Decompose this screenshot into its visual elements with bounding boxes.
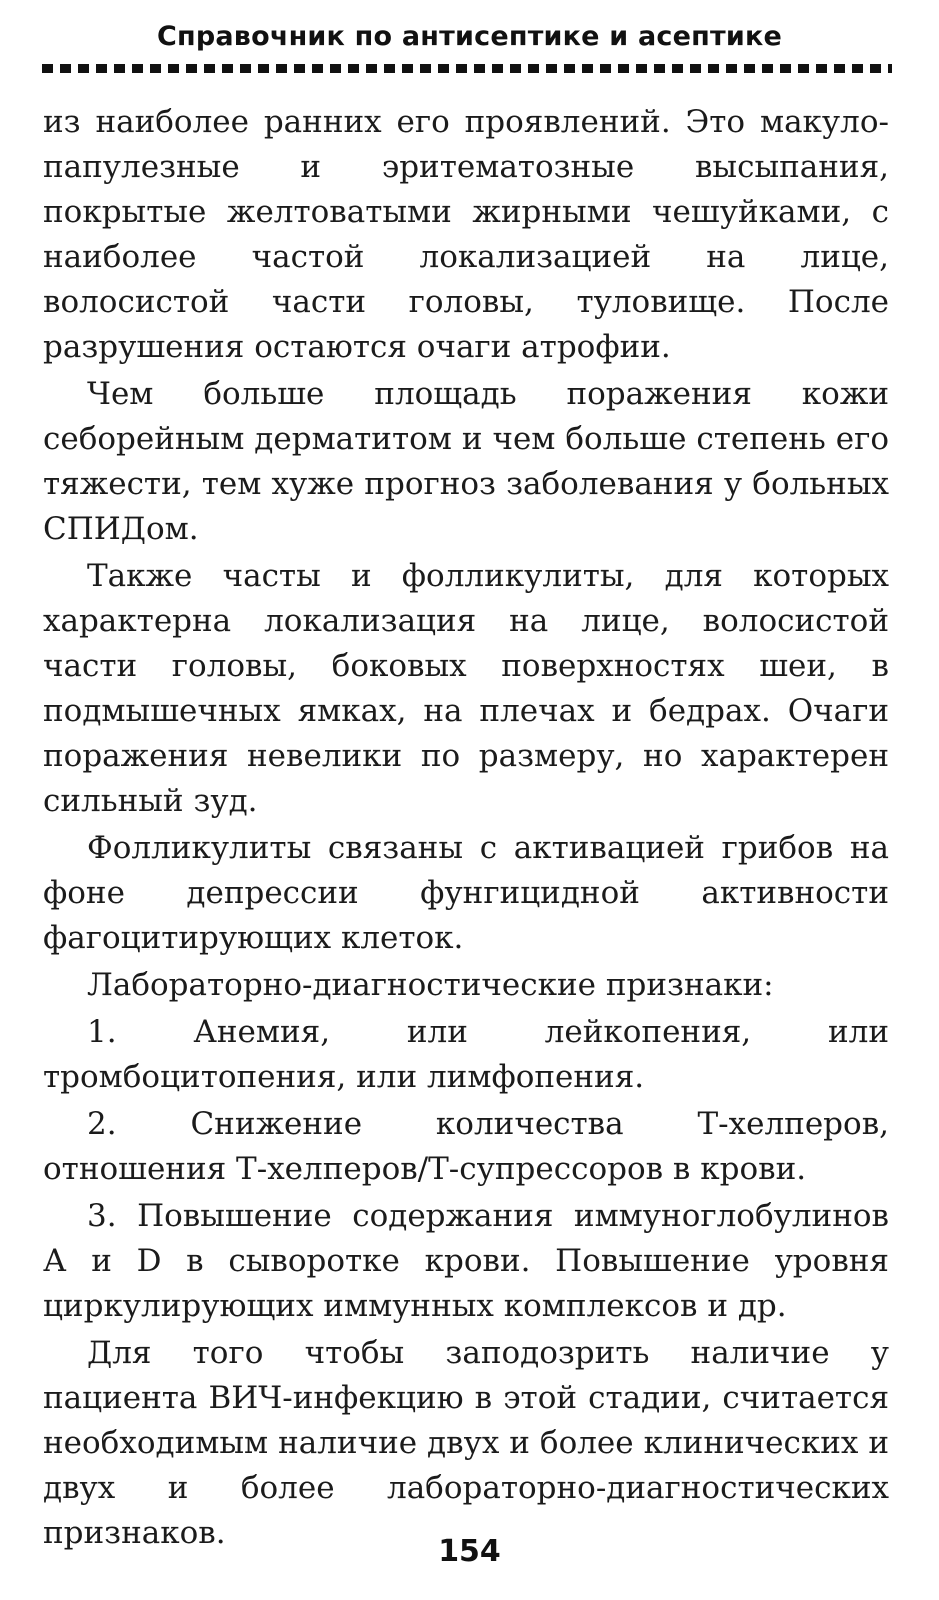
page-number: 154 xyxy=(438,1534,501,1569)
paragraph-conclusion: Для того чтобы заподозрить наличие у пациента ВИЧ-инфекцию в этой стадии, считается необходимым наличие двух и более клинических и двух и более лабораторно-диагностических признаков. xyxy=(43,1335,889,1551)
header-dashed-rule xyxy=(42,64,892,73)
paragraph-continuation: из наиболее ранних его проявлений. Это макуло-папулезные и эритематозные высыпания, покрытые желтоватыми жирными чешуйками, с наиболее частой локализацией на лице, волосистой части головы, туловище. После разрушения остаются очаги атрофии. xyxy=(43,104,889,365)
paragraph-seborrheic-dermatitis: Чем больше площадь поражения кожи себорейным дерматитом и чем больше степень его тяжести, тем хуже прогноз заболевания у больных СПИДом. xyxy=(43,376,889,547)
list-item-1: 1. Анемия, или лейкопения, или тромбоцитопения, или лимфопения. xyxy=(43,1014,889,1095)
paragraph-folliculitis-cause: Фолликулиты связаны с активацией грибов на фоне депрессии фунгицидной активности фагоцитирующих клеток. xyxy=(43,830,889,956)
paragraph-lab-signs-heading: Лабораторно-диагностические признаки: xyxy=(87,967,774,1003)
list-item-2: 2. Снижение количества Т-хелперов, отношения Т-хелперов/Т-супрессоров в крови. xyxy=(43,1106,889,1187)
page-body xyxy=(43,100,889,1556)
list-item-3: 3. Повышение содержания иммуноглобулинов А и D в сыворотке крови. Повышение уровня циркулирующих иммунных комплексов и др. xyxy=(43,1198,889,1324)
running-head-title: Справочник по антисептике и асептике xyxy=(156,21,783,52)
paragraph-folliculitis: Также часты и фолликулиты, для которых характерна локализация на лице, волосистой части головы, боковых поверхностях шеи, в подмышечных ямках, на плечах и бедрах. Очаги поражения невелики по размеру, но характерен сильный зуд. xyxy=(43,558,889,819)
